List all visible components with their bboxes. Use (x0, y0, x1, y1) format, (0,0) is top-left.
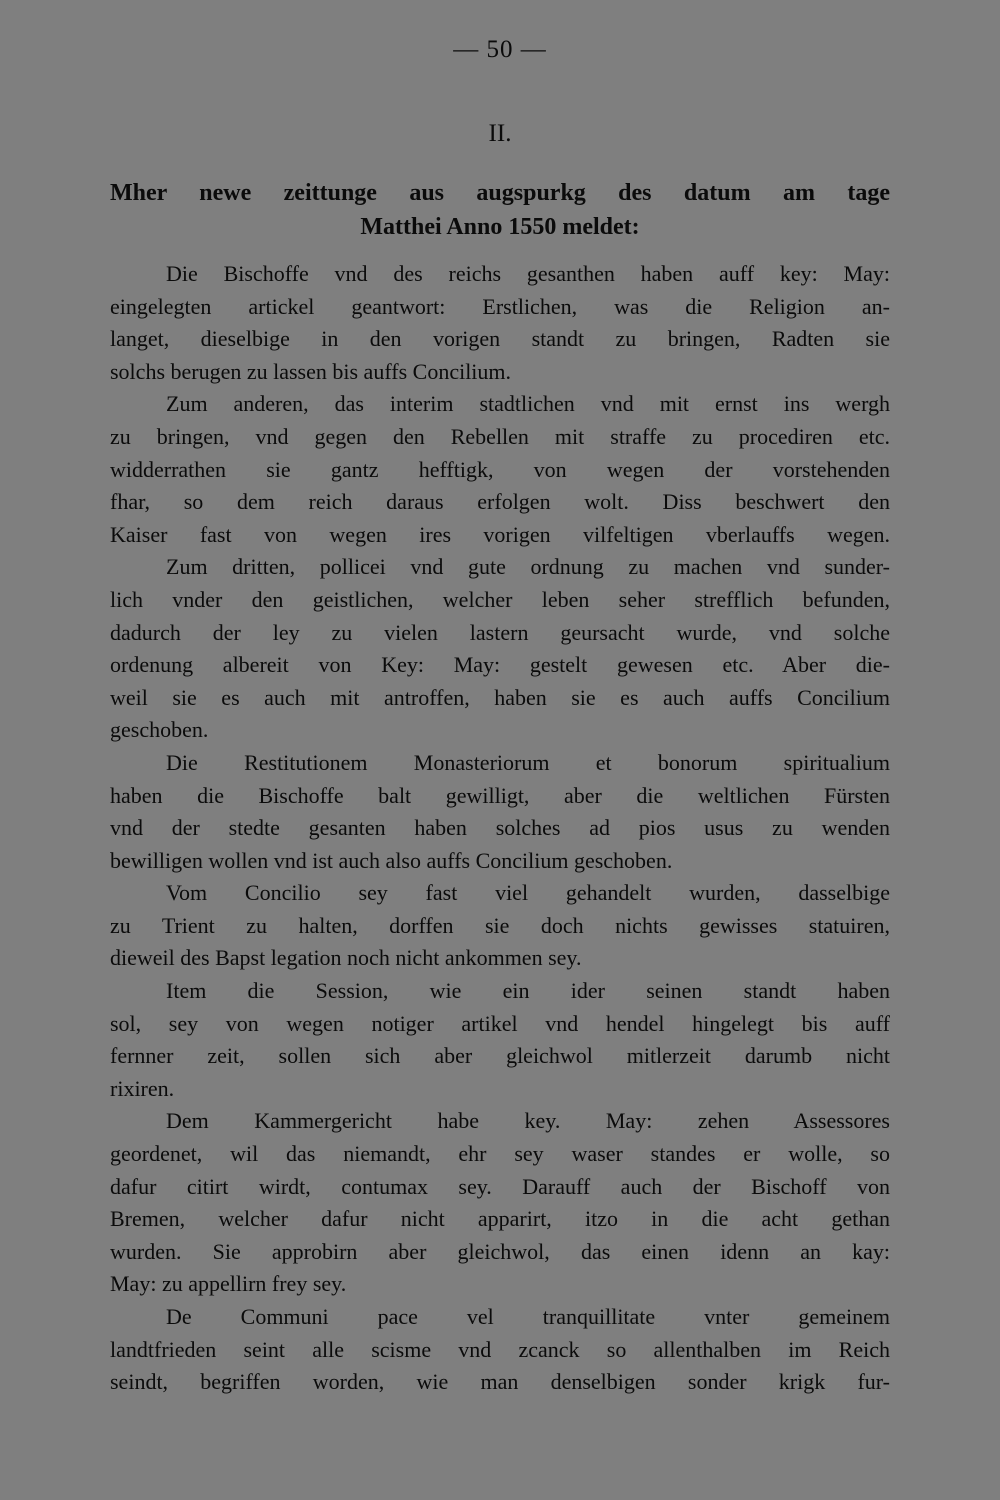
text-line: May: zu appellirn frey sey. (110, 1271, 347, 1297)
text-line: Die Restitutionem Monasteriorum et bonorum spiritualium (166, 749, 890, 775)
text-line: Die Bischoffe vnd des reichs gesanthen haben auff key: May: (166, 261, 890, 286)
text-line: rixiren. (110, 1075, 175, 1101)
text-line: landtfrieden seint alle scisme vnd zcanck so allenthalben im Reich (110, 1336, 890, 1362)
text-line: dadurch der ley zu vielen lastern geursacht wurde, vnd solche (110, 619, 890, 645)
text-line: langet, dieselbige in den vorigen standt zu bringen, Radten sie (110, 326, 890, 352)
text-line: lich vnder den geistlichen, welcher leben seher strefflich befunden, (110, 586, 890, 612)
text-line: bewilligen wollen vnd ist auch also auffs Concilium geschoben. (110, 847, 673, 873)
text-line: haben die Bischoffe balt gewilligt, aber die weltlichen Fürsten (110, 782, 890, 808)
text-line: ordenung albereit von Key: May: gestelt gewesen etc. Aber die- (110, 652, 890, 678)
article-body (110, 258, 890, 1399)
text-line: widderrathen sie gantz hefftigk, von wegen der vorstehenden (110, 456, 890, 482)
text-line: solchs berugen zu lassen bis auffs Concilium. (110, 358, 512, 384)
text-line: Zum dritten, pollicei vnd gute ordnung zu machen vnd sunder- (166, 554, 890, 580)
text-line: wurden. Sie approbirn aber gleichwol, das einen idenn an kay: (110, 1238, 890, 1264)
text-line: dieweil des Bapst legation noch nicht ankommen sey. (110, 945, 582, 971)
text-line: seindt, begriffen worden, wie man denselbigen sonder krigk fur- (110, 1369, 890, 1395)
article-heading (110, 176, 890, 244)
text-line: Vom Concilio sey fast viel gehandelt wurden, dasselbige (166, 880, 890, 906)
text-line: Dem Kammergericht habe key. May: zehen Assessores (166, 1108, 890, 1134)
text-line: weil sie es auch mit antroffen, haben sie es auch auffs Concilium (110, 684, 890, 710)
text-line: fhar, so dem reich daraus erfolgen wolt. Diss beschwert den (110, 489, 890, 515)
section-number: II. (488, 120, 512, 147)
heading-line: Matthei Anno 1550 meldet: (360, 214, 640, 240)
text-line: Bremen, welcher dafur nicht apparirt, itzo in die acht gethan (110, 1206, 890, 1232)
text-line: zu Trient zu halten, dorffen sie doch nichts gewisses statuiren, (110, 912, 890, 938)
text-line: eingelegten artickel geantwort: Erstlichen, was die Religion an- (110, 293, 890, 319)
text-line: De Communi pace vel tranquillitate vnter gemeinem (166, 1304, 890, 1329)
text-line: dafur citirt wirdt, contumax sey. Darauff auch der Bischoff von (110, 1173, 890, 1199)
text-line: vnd der stedte gesanten haben solches ad pios usus zu wenden (110, 815, 890, 841)
text-line: fernner zeit, sollen sich aber gleichwol mitlerzeit darumb nicht (110, 1043, 890, 1069)
text-line: zu bringen, vnd gegen den Rebellen mit straffe zu procediren etc. (110, 423, 890, 449)
text-line: Zum anderen, das interim stadtlichen vnd mit ernst ins wergh (166, 391, 890, 417)
text-line: geordenet, wil das niemandt, ehr sey waser standes er wolle, so (110, 1141, 890, 1167)
text-line: Kaiser fast von wegen ires vorigen vilfeltigen vberlauffs wegen. (110, 521, 890, 547)
heading-line: Mher newe zeittunge aus augspurkg des datum am tage (110, 180, 890, 206)
text-line: Item die Session, wie ein ider seinen standt haben (166, 978, 890, 1004)
text-line: sol, sey von wegen notiger artikel vnd hendel hingelegt bis auff (110, 1010, 890, 1036)
text-line: geschoben. (110, 717, 209, 743)
page-number: — 50 — (453, 36, 547, 63)
